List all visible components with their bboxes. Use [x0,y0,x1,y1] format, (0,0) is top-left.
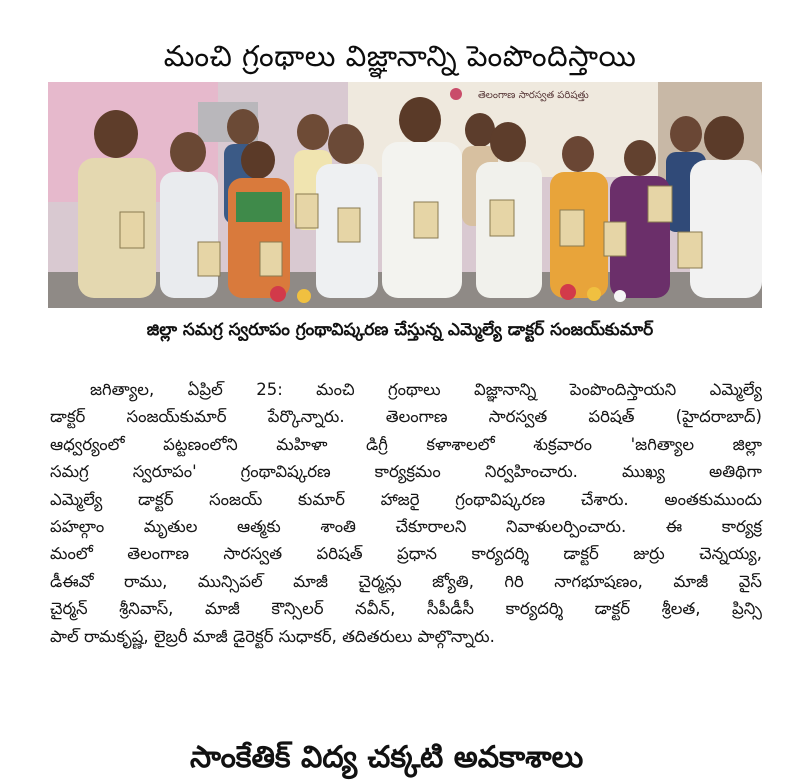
body-line: సమగ్ర స్వరూపం' గ్రంథావిష్కరణ కార్యక్రమం నిర్వహించారు. ముఖ్య అతిథిగా [50,462,762,482]
article-body [50,376,762,650]
body-line: జగిత్యాల, ఏప్రిల్ 25: మంచి గ్రంథాలు విజ్ఞానాన్ని పెంపొందిస్తాయని ఎమ్మెల్యే [90,380,762,399]
photo-banner-text: తెలంగాణ సారస్వత పరిషత్తు [478,90,589,101]
body-line: డాక్టర్ సంజయ్‌కుమార్ పేర్కొన్నారు. తెలంగాణ సారస్వత పరిషత్ (హైదరాబాద్) [50,407,762,427]
body-line: చైర్మన్ శ్రీనివాస్, మాజీ కౌన్సిలర్ నవీన్, సీపీడీసీ కార్యదర్శి డాక్టర్ శ్రీలత, ప్రిన్సి [50,599,762,619]
article-photo [48,82,762,308]
body-line: ఎమ్మెల్యే డాక్టర్ సంజయ్ కుమార్ హాజరై గ్రంథావిష్కరణ చేశారు. అంతకుముందు [50,489,762,509]
body-line: పాల్ రామకృష్ణ, లైబ్రరీ మాజీ డైరెక్టర్ సుధాకర్, తదితరులు పాల్గొన్నారు. [50,626,495,646]
body-line: డీఈవో రాము, మున్సిపల్ మాజీ చైర్మన్లు జ్యోతి, గిరి నాగభూషణం, మాజీ వైస్ [50,571,762,591]
body-line: పహల్గాం మృతుల ఆత్మకు శాంతి చేకూరాలని నివాళులర్పించారు. ఈ కార్యక్ర [50,517,762,537]
book-release-photo [48,82,762,308]
photo-caption: జిల్లా సమగ్ర స్వరూపం గ్రంథావిష్కరణ చేస్తున్న ఎమ్మెల్యే డాక్టర్ సంజయ్‌కుమార్ [146,320,654,340]
banner-logo-icon [450,88,462,100]
next-article-headline-partial: సాంకేతిక్ విద్య చక్కటి అవకాశాలు [190,740,584,775]
body-line: ఆధ్వర్యంలో పట్టణంలోని మహిళా డిగ్రీ కళాశాలలో శుక్రవారం 'జగిత్యాల జిల్లా [50,434,762,454]
article-headline: మంచి గ్రంథాలు విజ్ఞానాన్ని పెంపొందిస్తాయి [163,39,637,74]
body-line: మంలో తెలంగాణ సారస్వత పరిషత్ ప్రధాన కార్యదర్శి డాక్టర్ జుర్రు చెన్నయ్య, [50,544,762,564]
